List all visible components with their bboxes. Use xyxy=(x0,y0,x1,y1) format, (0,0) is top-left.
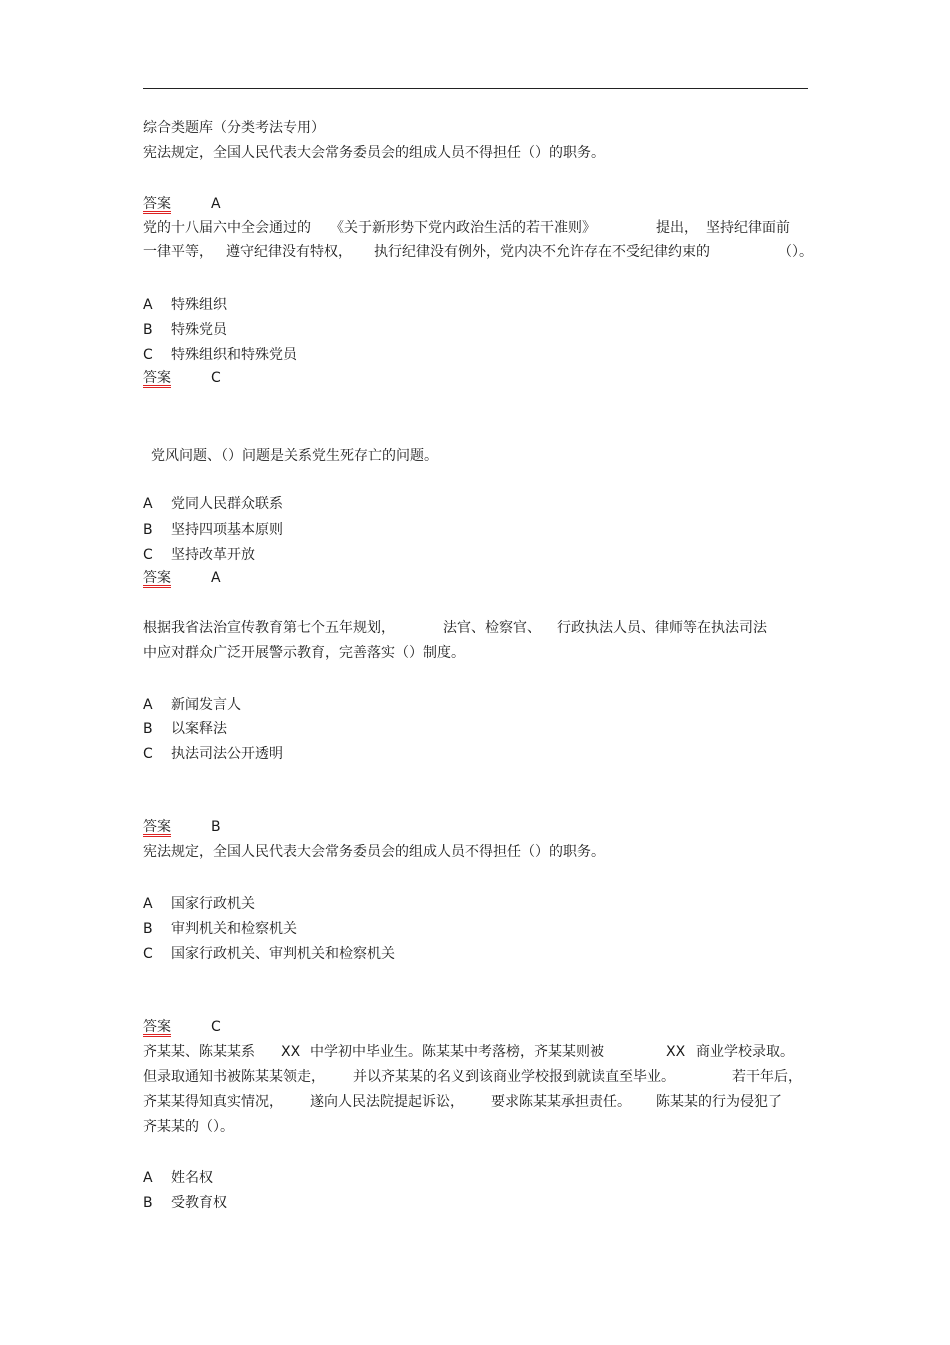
q3-option-text: 党同人民群众联系 xyxy=(171,496,283,512)
q4-stem-l1c: 行政执法人员、律师等在执法司法 xyxy=(557,620,767,636)
q3-answer-value: A xyxy=(211,570,221,586)
q4-stem-l1a: 根据我省法治宣传教育第七个五年规划， xyxy=(143,620,395,636)
q4-option-key: A xyxy=(143,697,153,713)
q3-option-text: 坚持四项基本原则 xyxy=(171,522,283,538)
q5-option-text: 审判机关和检察机关 xyxy=(171,921,297,937)
header-rule xyxy=(143,88,808,89)
q1-answer-label: 答案 xyxy=(143,196,171,212)
q5-option-key: C xyxy=(143,946,153,962)
q5-option-text: 国家行政机关、审判机关和检察机关 xyxy=(171,946,395,962)
q6-option-key: B xyxy=(143,1195,153,1211)
q6-option-key: A xyxy=(143,1170,153,1186)
q2-stem-l2a: 一律平等， xyxy=(143,244,213,260)
q6-stem-l3d: 陈某某的行为侵犯了 xyxy=(656,1094,782,1110)
q3-option-key: A xyxy=(143,496,153,512)
page-header: 综合类题库（分类考法专用） xyxy=(143,120,325,136)
q2-option-text: 特殊组织和特殊党员 xyxy=(171,347,297,363)
q6-stem-l1c: 中学初中毕业生。陈某某中考落榜，齐某某则被 xyxy=(310,1044,604,1060)
q1-answer-value: A xyxy=(211,196,221,212)
q2-stem-l2b: 遵守纪律没有特权， xyxy=(226,244,352,260)
q2-option-text: 特殊党员 xyxy=(171,322,227,338)
q6-stem-l1a: 齐某某、陈某某系 xyxy=(143,1044,255,1060)
q6-stem-l2c: 若干年后， xyxy=(732,1069,802,1085)
q2-answer-label: 答案 xyxy=(143,370,171,386)
q3-answer-label: 答案 xyxy=(143,570,171,586)
q2-option-text: 特殊组织 xyxy=(171,297,227,313)
q3-option-key: C xyxy=(143,547,153,563)
q4-option-text: 以案释法 xyxy=(171,721,227,737)
q6-stem-l3c: 要求陈某某承担责任。 xyxy=(491,1094,631,1110)
q2-stem-l1b: 《关于新形势下党内政治生活的若干准则》 xyxy=(330,220,596,236)
q5-answer-label: 答案 xyxy=(143,1019,171,1035)
q2-option-key: C xyxy=(143,347,153,363)
q5-stem: 宪法规定，全国人民代表大会常务委员会的组成人员不得担任（）的职务。 xyxy=(143,844,605,860)
q3-option-key: B xyxy=(143,522,153,538)
q6-stem-l1d: XX xyxy=(666,1044,686,1060)
q2-option-key: A xyxy=(143,297,153,313)
q1-stem: 宪法规定，全国人民代表大会常务委员会的组成人员不得担任（）的职务。 xyxy=(143,145,605,161)
q5-option-key: A xyxy=(143,896,153,912)
q4-option-key: B xyxy=(143,721,153,737)
q2-stem-l1c: 提出， xyxy=(656,220,698,236)
q6-stem-l1e: 商业学校录取。 xyxy=(696,1044,794,1060)
q6-stem-l1b: XX xyxy=(281,1044,301,1060)
q6-stem-l2a: 但录取通知书被陈某某领走， xyxy=(143,1069,325,1085)
q4-option-text: 执法司法公开透明 xyxy=(171,746,283,762)
q4-stem-l2: 中应对群众广泛开展警示教育，完善落实（）制度。 xyxy=(143,645,465,661)
q2-stem-l2c: 执行纪律没有例外，党内决不允许存在不受纪律约束的 xyxy=(374,244,710,260)
q5-option-text: 国家行政机关 xyxy=(171,896,255,912)
q4-answer-value: B xyxy=(211,819,221,835)
q2-answer-value: C xyxy=(211,370,221,386)
q4-option-key: C xyxy=(143,746,153,762)
q2-stem-l1d: 坚持纪律面前 xyxy=(706,220,790,236)
q6-stem-l4: 齐某某的（）。 xyxy=(143,1119,234,1135)
q2-stem-l1a: 党的十八届六中全会通过的 xyxy=(143,220,311,236)
q2-stem-l2d: （）。 xyxy=(778,244,813,260)
q6-option-text: 受教育权 xyxy=(171,1195,227,1211)
q5-option-key: B xyxy=(143,921,153,937)
q3-stem: 党风问题、（）问题是关系党生死存亡的问题。 xyxy=(151,448,438,464)
q6-option-text: 姓名权 xyxy=(171,1170,213,1186)
q5-answer-value: C xyxy=(211,1019,221,1035)
q6-stem-l2b: 并以齐某某的名义到该商业学校报到就读直至毕业。 xyxy=(353,1069,675,1085)
q6-stem-l3a: 齐某某得知真实情况， xyxy=(143,1094,283,1110)
q2-option-key: B xyxy=(143,322,153,338)
q4-answer-label: 答案 xyxy=(143,819,171,835)
q6-stem-l3b: 遂向人民法院提起诉讼， xyxy=(310,1094,464,1110)
q3-option-text: 坚持改革开放 xyxy=(171,547,255,563)
q4-stem-l1b: 法官、检察官、 xyxy=(443,620,541,636)
q4-option-text: 新闻发言人 xyxy=(171,697,241,713)
